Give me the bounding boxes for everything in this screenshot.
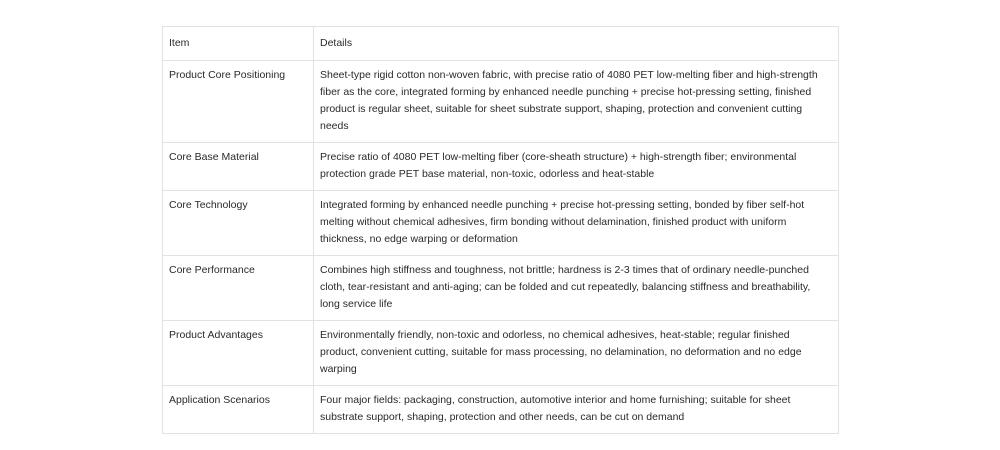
table-header-row <box>163 27 839 61</box>
item-cell: Product Advantages <box>163 321 314 386</box>
table-row <box>163 256 839 321</box>
table-row <box>163 386 839 434</box>
item-cell: Application Scenarios <box>163 386 314 434</box>
item-cell: Core Base Material <box>163 143 314 191</box>
details-cell: Four major fields: packaging, construction, automotive interior and home furnishing; suitable for sheet substrate support, shaping, protection and other needs, can be cut on demand <box>314 386 839 434</box>
table-row <box>163 61 839 143</box>
details-cell: Precise ratio of 4080 PET low-melting fiber (core-sheath structure) + high-strength fiber; environmental protection grade PET base material, non-toxic, odorless and heat-stable <box>314 143 839 191</box>
item-cell: Core Technology <box>163 191 314 256</box>
item-cell: Product Core Positioning <box>163 61 314 143</box>
table-row <box>163 191 839 256</box>
details-cell: Combines high stiffness and toughness, not brittle; hardness is 2-3 times that of ordinary needle-punched cloth, tear-resistant and anti-aging; can be folded and cut repeatedly, balancing stiffness and breathability, long service life <box>314 256 839 321</box>
details-cell: Environmentally friendly, non-toxic and odorless, no chemical adhesives, heat-stable; regular finished product, convenient cutting, suitable for mass processing, no delamination, no deformation and no edge warping <box>314 321 839 386</box>
details-cell: Sheet-type rigid cotton non-woven fabric, with precise ratio of 4080 PET low-melting fiber and high-strength fiber as the core, integrated forming by enhanced needle punching + precise hot-pressing setting, finished product is regular sheet, suitable for sheet substrate support, shaping, protection and convenient cutting needs <box>314 61 839 143</box>
table-row <box>163 143 839 191</box>
column-header-details: Details <box>314 27 839 61</box>
table-row <box>163 321 839 386</box>
details-cell: Integrated forming by enhanced needle punching + precise hot-pressing setting, bonded by fiber self-hot melting without chemical adhesives, firm bonding without delamination, finished product with uniform thickness, no edge warping or deformation <box>314 191 839 256</box>
product-spec-table <box>162 26 839 434</box>
item-cell: Core Performance <box>163 256 314 321</box>
column-header-item: Item <box>163 27 314 61</box>
